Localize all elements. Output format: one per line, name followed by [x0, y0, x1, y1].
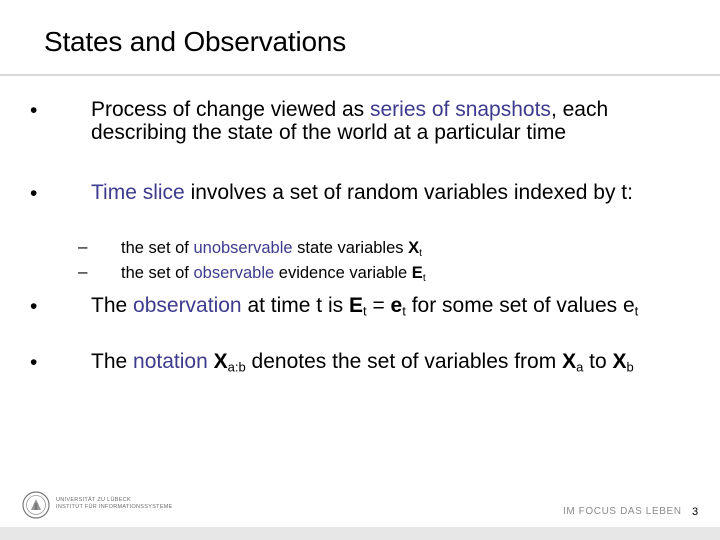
- highlight-time-slice: Time slice: [91, 181, 185, 204]
- sub-bullet-marker-2: –: [78, 262, 88, 281]
- bullet-marker-1: •: [30, 99, 38, 122]
- bullet-text-2: Time slice involves a set of random variables indexed by t:: [91, 181, 633, 204]
- title-rule: [0, 74, 720, 76]
- highlight-unobservable: unobservable: [193, 239, 293, 257]
- bullet-marker-2: •: [30, 182, 38, 205]
- highlight-series-of-snapshots: series of snapshots: [370, 98, 551, 121]
- sub-bullet-marker-1: –: [78, 237, 88, 256]
- bullet-text-3: The observation at time t is $E_t = e_t$ for some set of values $e_t$: [91, 294, 639, 319]
- university-name: [56, 497, 173, 511]
- university-seal-icon: [22, 491, 50, 519]
- slide-title: States and Observations: [44, 26, 347, 57]
- highlight-notation: notation: [133, 350, 208, 373]
- page-number: 3: [692, 506, 699, 518]
- sub-bullet-text-2: the set of observable evidence variable $E_t$: [121, 264, 426, 284]
- university-line-2: INSTITUT FÜR INFORMATIONSSYSTEME: [56, 504, 173, 510]
- bullet-marker-4: •: [30, 351, 38, 374]
- university-line-1: UNIVERSITÄT ZU LÜBECK: [56, 497, 131, 503]
- footer-slogan: IM FOCUS DAS LEBEN: [563, 506, 682, 517]
- highlight-observable: observable: [193, 264, 275, 282]
- bullet-marker-3: •: [30, 295, 38, 318]
- footer-band: [0, 527, 720, 540]
- bullet-text-4: The notation $X_{a:b}$ denotes the set of variables from $X_a$ to $X_b$: [91, 350, 634, 375]
- sub-bullet-text-1: the set of unobservable state variables $X_t$: [121, 239, 422, 259]
- highlight-observation: observation: [133, 294, 242, 317]
- bullet-text-1: Process of change viewed as series of snapshots, each describing the state of the world at a particular time: [91, 98, 609, 144]
